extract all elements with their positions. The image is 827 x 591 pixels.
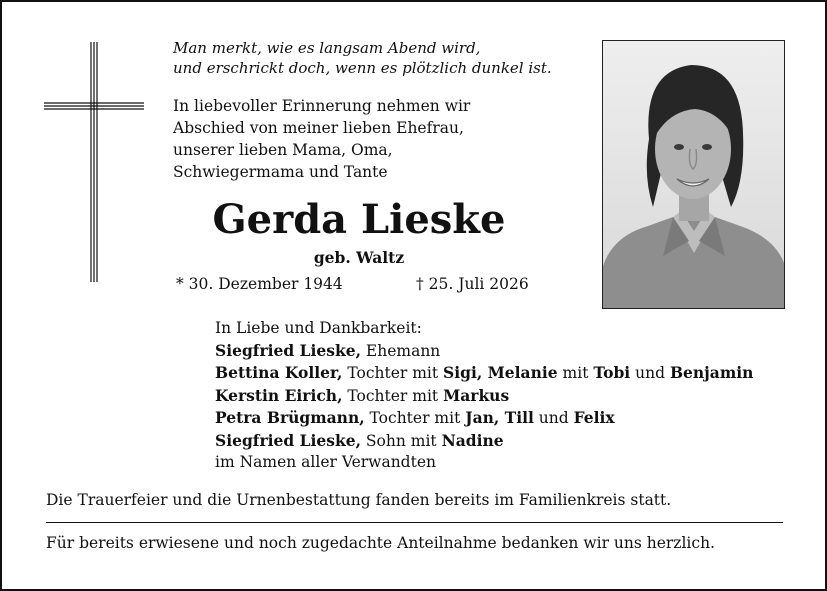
relative-names: Sigi, Melanie bbox=[443, 363, 558, 382]
mourner-name: Kerstin Eirich, bbox=[215, 385, 343, 405]
intro-line: unserer lieben Mama, Oma, bbox=[173, 141, 393, 159]
mourners-list bbox=[215, 318, 753, 474]
relative-names: Markus bbox=[443, 385, 510, 405]
portrait-photo bbox=[602, 40, 785, 309]
connector-text: mit bbox=[557, 364, 594, 382]
mourner-row bbox=[215, 385, 753, 408]
mourner-relation: Tochter mit bbox=[342, 386, 444, 405]
mourner-relation: Tochter mit bbox=[364, 409, 466, 427]
mourner-row bbox=[215, 430, 753, 453]
intro-line: In liebevoller Erinnerung nehmen wir bbox=[173, 97, 471, 115]
born-name: geb. Waltz bbox=[313, 248, 405, 267]
relative-names: Tobi bbox=[593, 363, 631, 382]
mourners-heading: In Liebe und Dankbarkeit: bbox=[215, 319, 422, 337]
poem-quote bbox=[173, 38, 552, 78]
cross-icon bbox=[44, 42, 144, 282]
mourner-relation: Sohn mit bbox=[360, 431, 442, 450]
intro-text bbox=[173, 95, 470, 183]
death-date: † 25. Juli 2026 bbox=[416, 275, 529, 293]
mourner-row bbox=[215, 362, 753, 385]
connector-text: und bbox=[533, 409, 574, 427]
mourner-name: Petra Brügmann, bbox=[215, 408, 365, 427]
mourner-relation: Tochter mit bbox=[342, 364, 444, 382]
intro-line: Schwiegermama und Tante bbox=[173, 163, 388, 181]
intro-line: Abschied von meiner lieben Ehefrau, bbox=[173, 119, 464, 137]
relative-names: Nadine bbox=[441, 430, 504, 450]
thanks-note: Für bereits erwiesene und noch zugedachte Anteilnahme bedanken wir uns herzlich. bbox=[46, 534, 715, 552]
relative-names: Felix bbox=[573, 408, 615, 427]
mourners-closing: im Namen aller Verwandten bbox=[215, 453, 436, 471]
mourner-name: Bettina Koller, bbox=[215, 363, 343, 382]
quote-line: Man merkt, wie es langsam Abend wird, bbox=[173, 39, 481, 57]
portrait-illustration bbox=[603, 41, 784, 308]
birth-date: * 30. Dezember 1944 bbox=[176, 275, 343, 293]
divider bbox=[46, 522, 783, 523]
mourner-row bbox=[215, 340, 753, 363]
mourner-name: Siegfried Lieske, bbox=[215, 340, 361, 360]
mourner-row bbox=[215, 407, 753, 430]
relative-names: Benjamin bbox=[669, 363, 754, 382]
deceased-name: Gerda Lieske bbox=[212, 196, 506, 243]
mourner-name: Siegfried Lieske, bbox=[215, 430, 361, 450]
connector-text: und bbox=[630, 364, 670, 382]
quote-line: und erschrickt doch, wenn es plötzlich dunkel ist. bbox=[173, 59, 552, 77]
mourner-relation: Ehemann bbox=[360, 341, 441, 360]
ceremony-note: Die Trauerfeier und die Urnenbestattung fanden bereits im Familienkreis statt. bbox=[46, 491, 672, 509]
relative-names: Jan, Till bbox=[465, 408, 534, 427]
